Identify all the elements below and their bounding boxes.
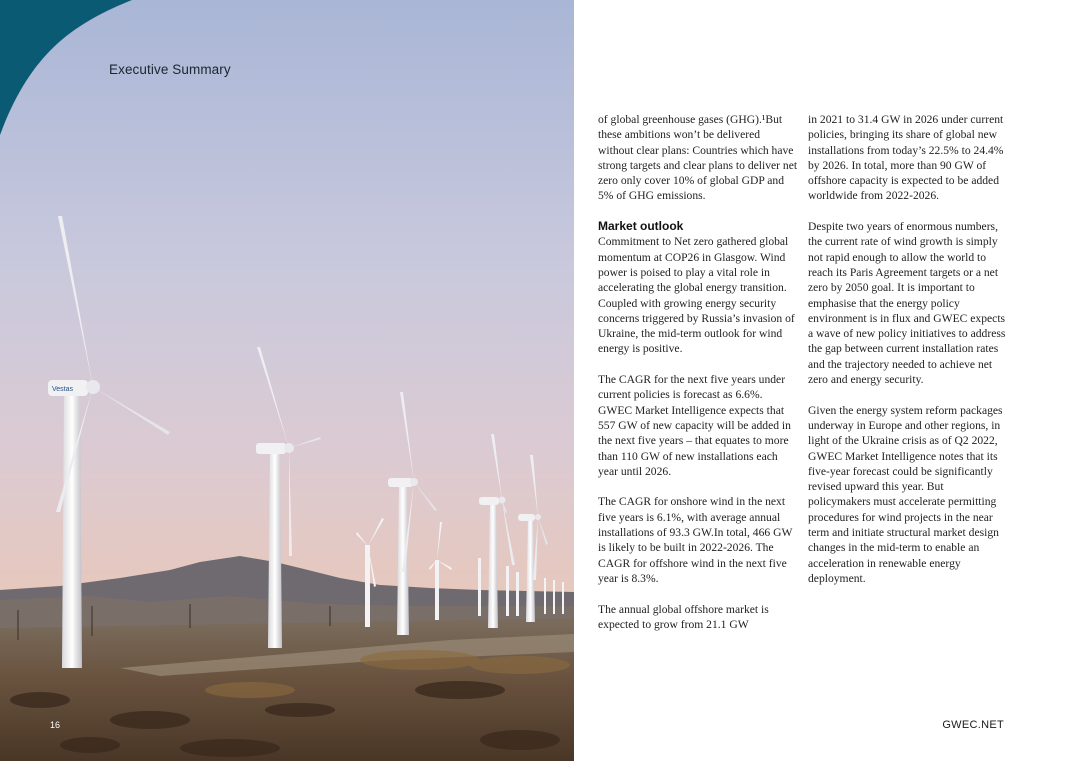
section-title: Executive Summary <box>109 62 231 77</box>
paragraph: The annual global offshore market is expected to grow from 21.1 GW <box>598 602 769 631</box>
paragraph: The CAGR for onshore wind in the next five years is 6.1%, with average annual installations of 93.3 GW.In total, 466 GW is likely to be built in 2022-2026. The CAGR for offshore wind in the next five year is 8.3%. <box>598 495 793 585</box>
paragraph: Given the energy system reform packages underway in Europe and other regions, in light of the Ukraine crisis as of Q2 2022, GWEC Market Intelligence notes that its five-year forecast could be significantly revised upward this year. But policymakers must accelerate permitting procedures for wind projects in the near term and initiate structural market design changes in the mid-term to enable an acceleration in renewable energy deployment. <box>808 403 1003 585</box>
footer-site-link[interactable]: GWEC.NET <box>942 719 1004 731</box>
subheading-market-outlook: Market outlook <box>598 219 684 234</box>
paragraph: Commitment to Net zero gathered global momentum at COP26 in Glasgow. Wind power is poised to play a vital role in accelerating the global energy transition. Coupled with growing energy security concerns triggered by Russia’s invasion of Ukraine, the mid-term outlook for wind energy is positive. <box>598 235 795 356</box>
paragraph: The CAGR for the next five years under current policies is forecast as 6.6%. GWEC Market Intelligence expects that 557 GW of new capacity will be added in the next five years – that equates to more than 110 GW of new installations each year until 2026. <box>598 373 791 478</box>
text-column-left <box>598 112 798 647</box>
paragraph: in 2021 to 31.4 GW in 2026 under current policies, bringing its share of global new installations from today’s 22.5% to 24.4% by 2026. In total, more than 90 GW of offshore capacity is expected to be added worldwide from 2022-2026. <box>808 113 1004 203</box>
paragraph-block <box>598 219 798 357</box>
text-column-right <box>808 112 1008 602</box>
page-number: 16 <box>50 720 61 730</box>
paragraph: Despite two years of enormous numbers, the current rate of wind growth is simply not rapid enough to allow the world to reach its Paris Agreement targets or a net zero by 2050 goal. It is important to emphasise that the energy policy environment is in flux and GWEC expects a wave of new policy initiatives to address the gap between current installation rates and the trajectory needed to achieve net zero and energy security. <box>808 220 1006 387</box>
vestas-logo: Vestas <box>52 386 74 393</box>
paragraph: of global greenhouse gases (GHG).¹But these ambitions won’t be delivered without clear plans: Countries which have strong targets and clear plans to deliver net zero only cover 10% of global GDP and 5% of GHG emissions. <box>598 113 798 203</box>
